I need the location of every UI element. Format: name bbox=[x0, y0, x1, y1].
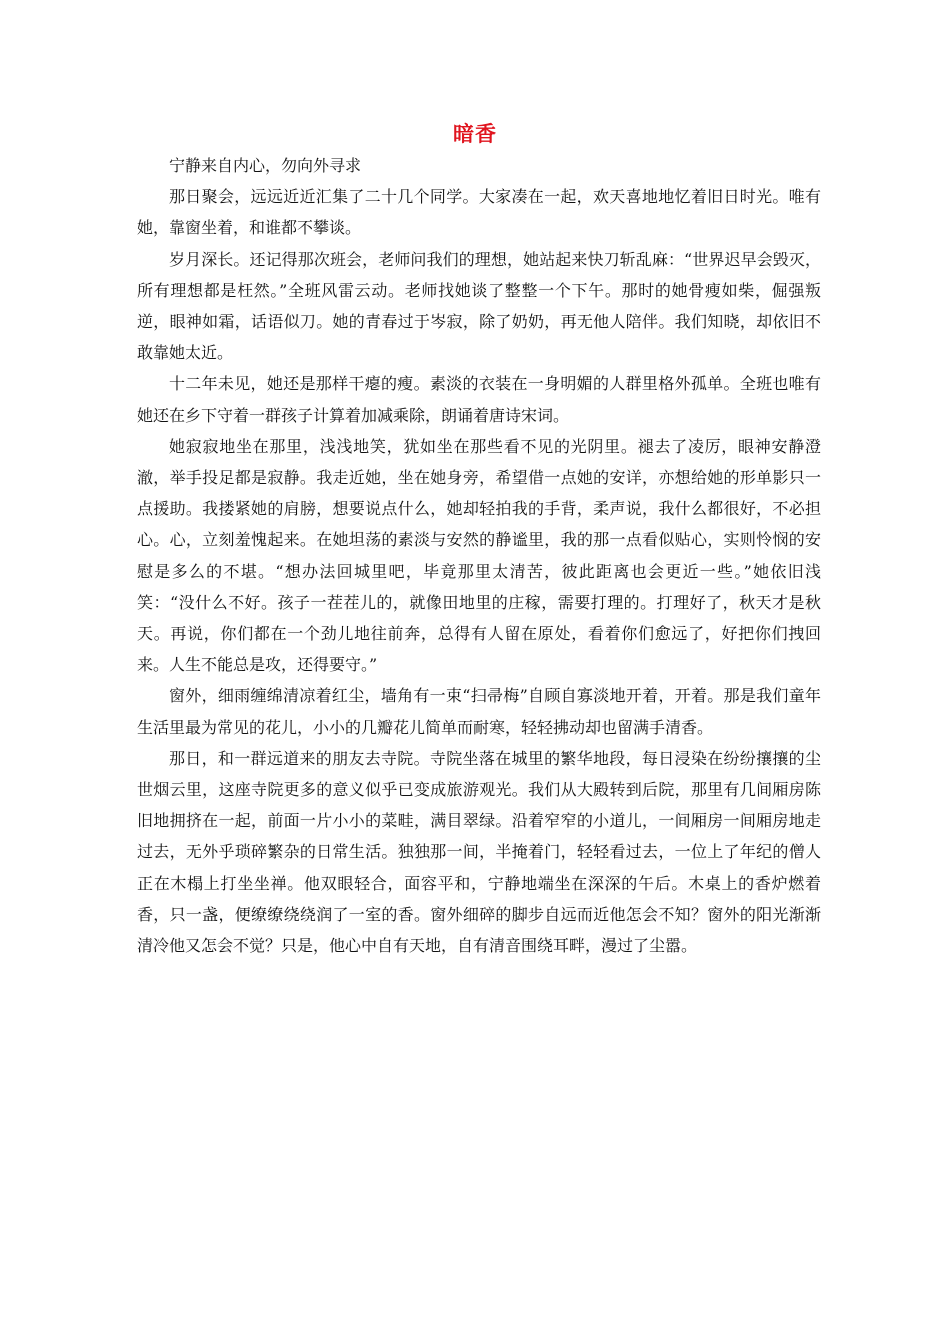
paragraph: 那日，和一群远道来的朋友去寺院。寺院坐落在城里的繁华地段，每日浸染在纷纷攘攘的尘世烟云里，这座寺院更多的意义似乎已变成旅游观光。我们从大殿转到后院，那里有几间厢房陈旧地拥挤在一起，前面一片小小的菜畦，满目翠绿。沿着窄窄的小道儿，一间厢房一间厢房地走过去，无外乎琐碎繁杂的日常生活。独独那一间，半掩着门，轻轻看过去，一位上了年纪的僧人正在木榻上打坐坐禅。他双眼轻合，面容平和，宁静地端坐在深深的午后。木桌上的香炉燃着香，只一盏，便缭缭绕绕润了一室的香。窗外细碎的脚步自远而近他怎会不知？窗外的阳光渐渐清冷他又怎会不觉？只是，他心中自有天地，自有清音围绕耳畔，漫过了尘嚣。 bbox=[137, 748, 821, 956]
paragraph: 十二年未见，她还是那样干瘪的瘦。素淡的衣装在一身明媚的人群里格外孤单。全班也唯有她还在乡下守着一群孩子计算着加减乘除，朗诵着唐诗宋词。 bbox=[137, 374, 821, 425]
page-title: 暗香 bbox=[453, 121, 497, 146]
paragraph: 窗外，细雨缠绵清凉着红尘，墙角有一束“扫帚梅”自顾自寡淡地开着，开着。那是我们童年生活里最为常见的花儿，小小的几瓣花儿简单而耐寒，轻轻拂动却也留满手清香。 bbox=[137, 686, 821, 737]
paragraph: 那日聚会，远远近近汇集了二十几个同学。大家凑在一起，欢天喜地地忆着旧日时光。唯有她，靠窗坐着，和谁都不攀谈。 bbox=[137, 187, 821, 238]
paragraph: 岁月深长。还记得那次班会，老师问我们的理想，她站起来快刀斩乱麻：“世界迟早会毁灭，所有理想都是枉然。”全班风雷云动。老师找她谈了整整一个下午。那时的她骨瘦如柴，倔强叛逆，眼神如霜，话语似刀。她的青春过于岑寂，除了奶奶，再无他人陪伴。我们知晓，却依旧不敢靠她太近。 bbox=[137, 249, 821, 363]
subtitle-line: 宁静来自内心，勿向外寻求 bbox=[169, 156, 362, 175]
article-body bbox=[137, 150, 821, 961]
paragraph: 她寂寂地坐在那里，浅浅地笑，犹如坐在那些看不见的光阴里。褪去了凌厉，眼神安静澄澈，举手投足都是寂静。我走近她，坐在她身旁，希望借一点她的安详，亦想给她的形单影只一点援助。我搂紧她的肩膀，想要说点什么，她却轻拍我的手背，柔声说，我什么都很好，不必担心。心，立刻羞愧起来。在她坦荡的素淡与安然的静谧里，我的那一点看似贴心，实则怜悯的安慰是多么的不堪。“想办法回城里吧，毕竟那里太清苦，彼此距离也会更近一些。”她依旧浅笑：“没什么不好。孩子一茬茬儿的，就像田地里的庄稼，需要打理的。打理好了，秋天才是秋天。再说，你们都在一个劲儿地往前奔，总得有人留在原处，看着你们愈远了，好把你们拽回来。人生不能总是攻，还得要守。” bbox=[137, 436, 821, 675]
